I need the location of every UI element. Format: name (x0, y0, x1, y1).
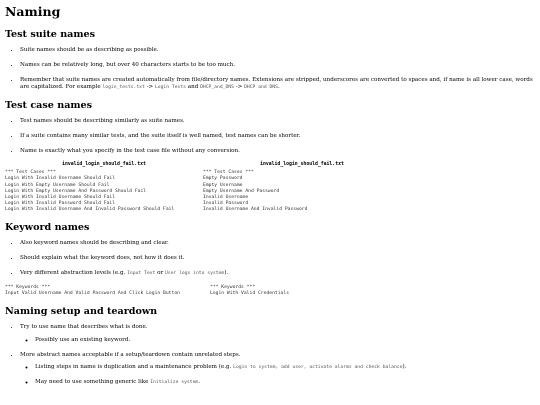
list-item (20, 77, 536, 91)
list-item: • Suite names should be as describing as possible. (20, 47, 536, 54)
list-item (20, 352, 536, 387)
code-table-left (5, 162, 203, 212)
list-item: • Should explain what the keyword does, not how it does it. (20, 255, 536, 262)
section-heading-testcase: Test case names (5, 99, 93, 111)
code-table-title: invalid_login_should_fail.txt (62, 162, 146, 168)
section-heading-suite: Test suite names (5, 28, 96, 40)
inline-code: Initialize system (150, 380, 199, 386)
text: Listing steps in name is duplication and a maintenance problem (e.g. (35, 364, 234, 371)
list-item (20, 324, 536, 344)
inline-code: DHCP and DNS (244, 84, 278, 90)
suite-list (5, 47, 536, 91)
code-table-right (203, 162, 401, 212)
text: May need to use something generic like (35, 379, 151, 386)
code-block: *** Test Cases *** Empty Password Empty Username Empty Username And Password Invalid Username Invalid Password Invalid Username And Invalid Password (203, 170, 308, 212)
page-title: Naming (5, 4, 61, 19)
text: ). (224, 269, 229, 276)
inline-code: Login Tests (154, 84, 186, 90)
sub-list (20, 364, 536, 386)
inline-code: Login to system, add user, activate alarms and check balance (233, 365, 403, 371)
list-item: • If a suite contains many similar tests, and the suite itself is well named, test names can be shorter. (20, 133, 536, 140)
text: -> (233, 83, 245, 90)
list-item (20, 270, 536, 277)
text: -> (144, 83, 155, 90)
text: Try to use name that describes what is done. (20, 323, 148, 330)
inline-code: Input Text (127, 270, 156, 276)
code-tables (5, 162, 536, 212)
list-item (35, 379, 536, 386)
inline-code: DHCP_and_DNS (200, 84, 234, 90)
keyword-list (5, 240, 536, 277)
text: or (155, 269, 165, 276)
text: Very different abstraction levels (e.g. (20, 269, 128, 276)
text: . (198, 379, 200, 386)
text: More abstract names acceptable if a setup/teardown contain unrelated steps. (20, 351, 241, 358)
list-item (35, 364, 536, 371)
list-item: • Test names should be describing similarly as suite names. (20, 118, 536, 125)
list-item: • Name is exactly what you specify in the test case file without any conversion. (20, 148, 536, 155)
text: and (185, 83, 201, 90)
testcase-list (5, 118, 536, 155)
section-heading-setup: Naming setup and teardown (5, 305, 158, 317)
code-block: *** Test Cases *** Login With Invalid Username Should Fail Login With Empty Username Should Fail Login With Empty Username And Password Should Fail Login With Invalid Username Should Fail Login With Invalid Password Should Fail Login With Invalid Username And Invalid Password Should Fail (5, 170, 175, 212)
sub-list (20, 337, 536, 344)
inline-code: User logs into system (164, 270, 225, 276)
inline-code: login_tests.txt (102, 84, 145, 90)
keyword-examples (5, 285, 536, 297)
code-block: *** Keywords *** Input Valid Username And Valid Password And Click Login Button (5, 284, 180, 296)
setup-list (5, 324, 536, 387)
code-block: *** Keywords *** Login With Valid Credentials (210, 284, 290, 296)
list-item: • Names can be relatively long, but over 40 characters starts to be too much. (20, 62, 536, 69)
code-table-title: invalid_login_should_fail.txt (260, 162, 344, 168)
list-item: ◦ Possibly use an existing keyword. (35, 337, 536, 344)
text: ). (402, 364, 407, 371)
text: . (277, 83, 280, 90)
section-heading-keyword: Keyword names (5, 221, 90, 233)
list-item: • Also keyword names should be describing and clear. (20, 240, 536, 247)
text: Remember that suite names are created automatically from file/directory names. Extensions are stripped, underscores are converted to spaces and, if name is all lower case, words are capitalized. For example (20, 76, 533, 90)
